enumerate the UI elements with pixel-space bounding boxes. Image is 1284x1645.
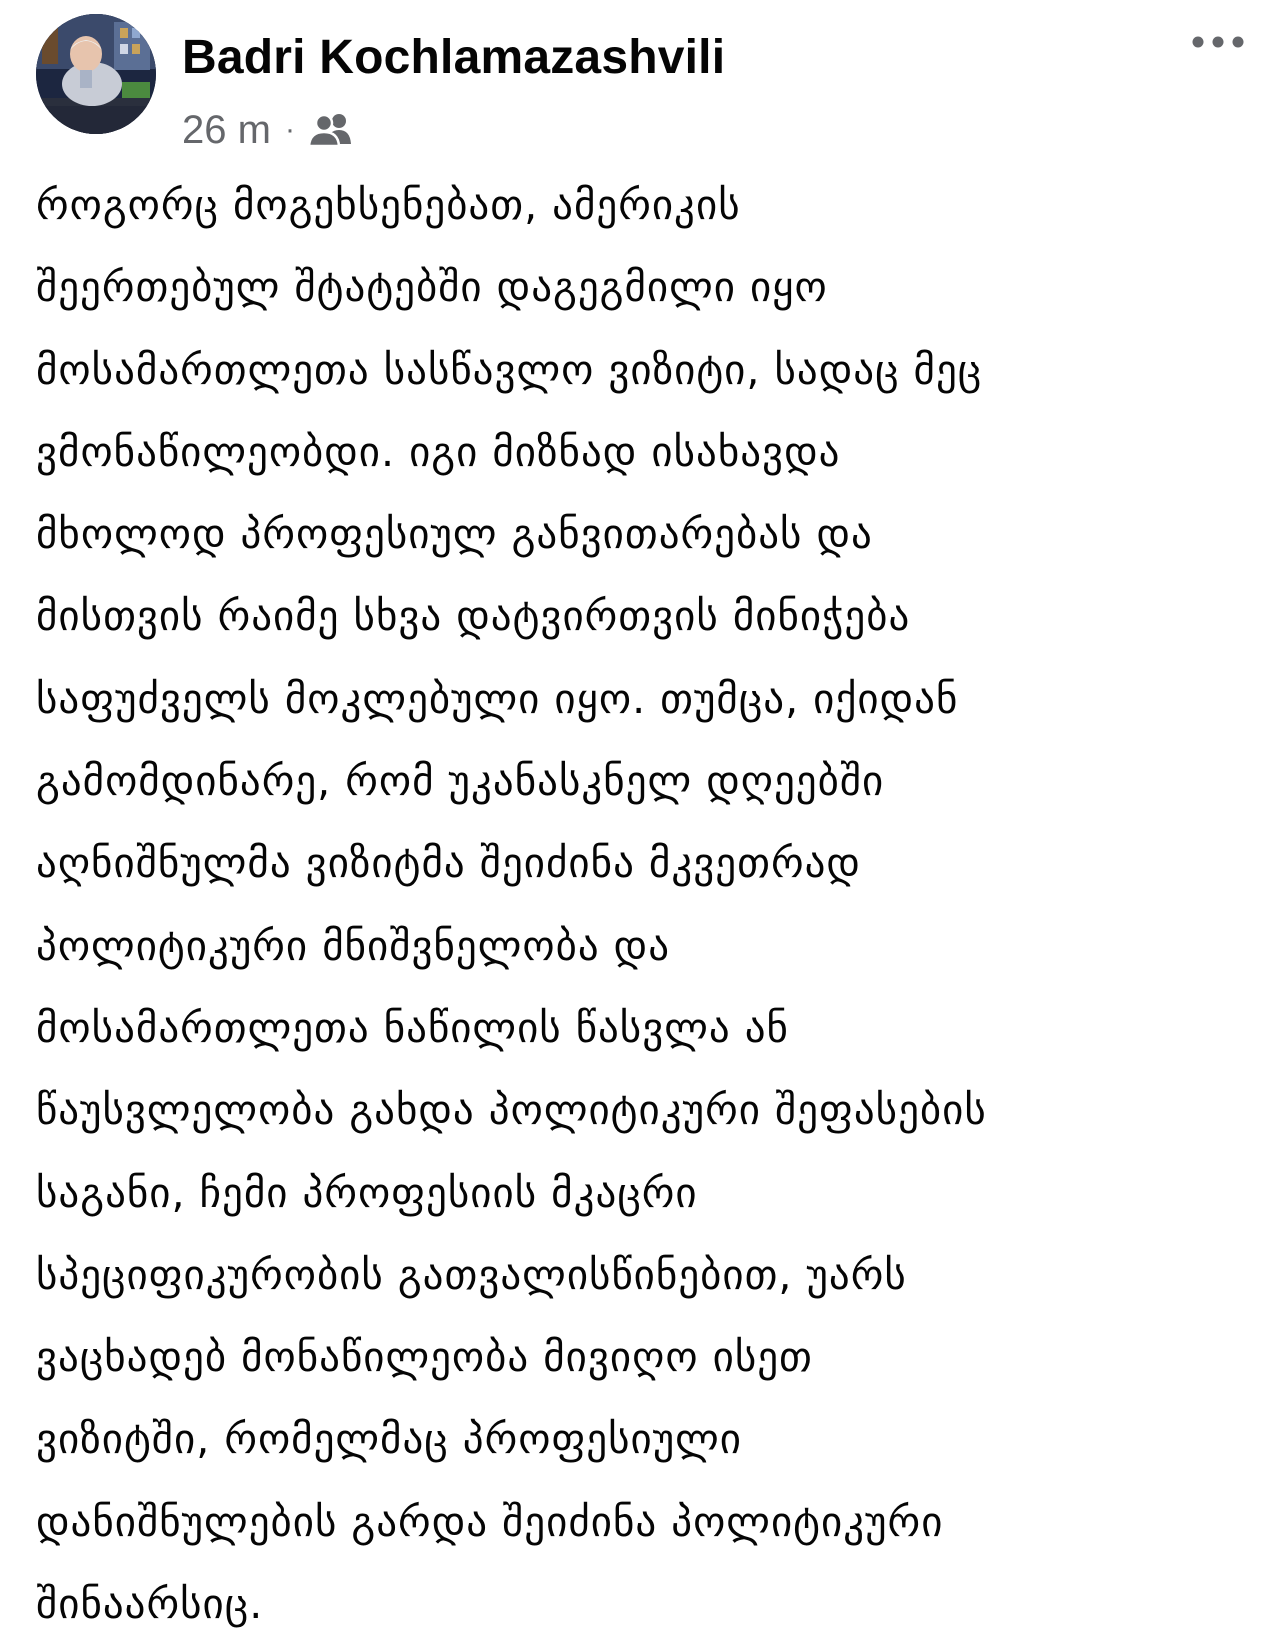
post-text-line: სპეციფიკურობის გათვალისწინებით, უარს (36, 1250, 907, 1299)
post-text-line: მოსამართლეთა ნაწილის წასვლა ან (36, 1003, 789, 1052)
post-text-line: აღნიშნულმა ვიზიტმა შეიძინა მკვეთრად (36, 839, 861, 888)
meta-separator: · (284, 113, 295, 146)
post-meta (182, 104, 355, 156)
post-text-line: ვიზიტში, რომელმაც პროფესიული (36, 1415, 743, 1464)
avatar-photo (36, 14, 156, 134)
author-name[interactable]: Badri Kochlamazashvili (182, 31, 726, 84)
post-text-line: როგორც მოგეხსენებათ, ამერიკის (36, 181, 741, 229)
post-text-line: პოლიტიკური მნიშვნელობა და (36, 921, 671, 970)
post-text-line: მხოლოდ პროფესიულ განვითარებას და (36, 510, 873, 559)
author-avatar[interactable] (36, 14, 156, 134)
post-text-line: მისთვის რაიმე სხვა დატვირთვის მინიჭება (36, 592, 911, 641)
post-timestamp[interactable]: 26 m (182, 107, 271, 152)
post-text-line: ვმონაწილეობდი. იგი მიზნად ისახავდა (36, 427, 841, 476)
post-text-line: საგანი, ჩემი პროფესიის მკაცრი (36, 1168, 698, 1217)
post-text-line: დანიშნულების გარდა შეიძინა პოლიტიკური (36, 1497, 944, 1546)
post-header (0, 0, 1284, 160)
post-text-line: მოსამართლეთა სასწავლო ვიზიტი, სადაც მეც (36, 345, 983, 394)
post-text-line: გამომდინარე, რომ უკანასკნელ დღეებში (36, 757, 885, 806)
post-text-line: ვაცხადებ მონაწილეობა მივიღო ისეთ (36, 1333, 813, 1382)
post-text-line: შეერთებულ შტატებში დაგეგმილი იყო (36, 263, 828, 312)
friends-icon[interactable] (307, 110, 355, 150)
post-text-line: წაუსვლელობა გახდა პოლიტიკური შეფასების (36, 1086, 987, 1135)
post-text-line: საფუძველს მოკლებული იყო. თუმცა, იქიდან (36, 674, 959, 723)
more-options-icon[interactable] (1186, 22, 1250, 62)
post-text-line: შინაარსიც. (36, 1580, 264, 1629)
post-text (36, 164, 1256, 1645)
